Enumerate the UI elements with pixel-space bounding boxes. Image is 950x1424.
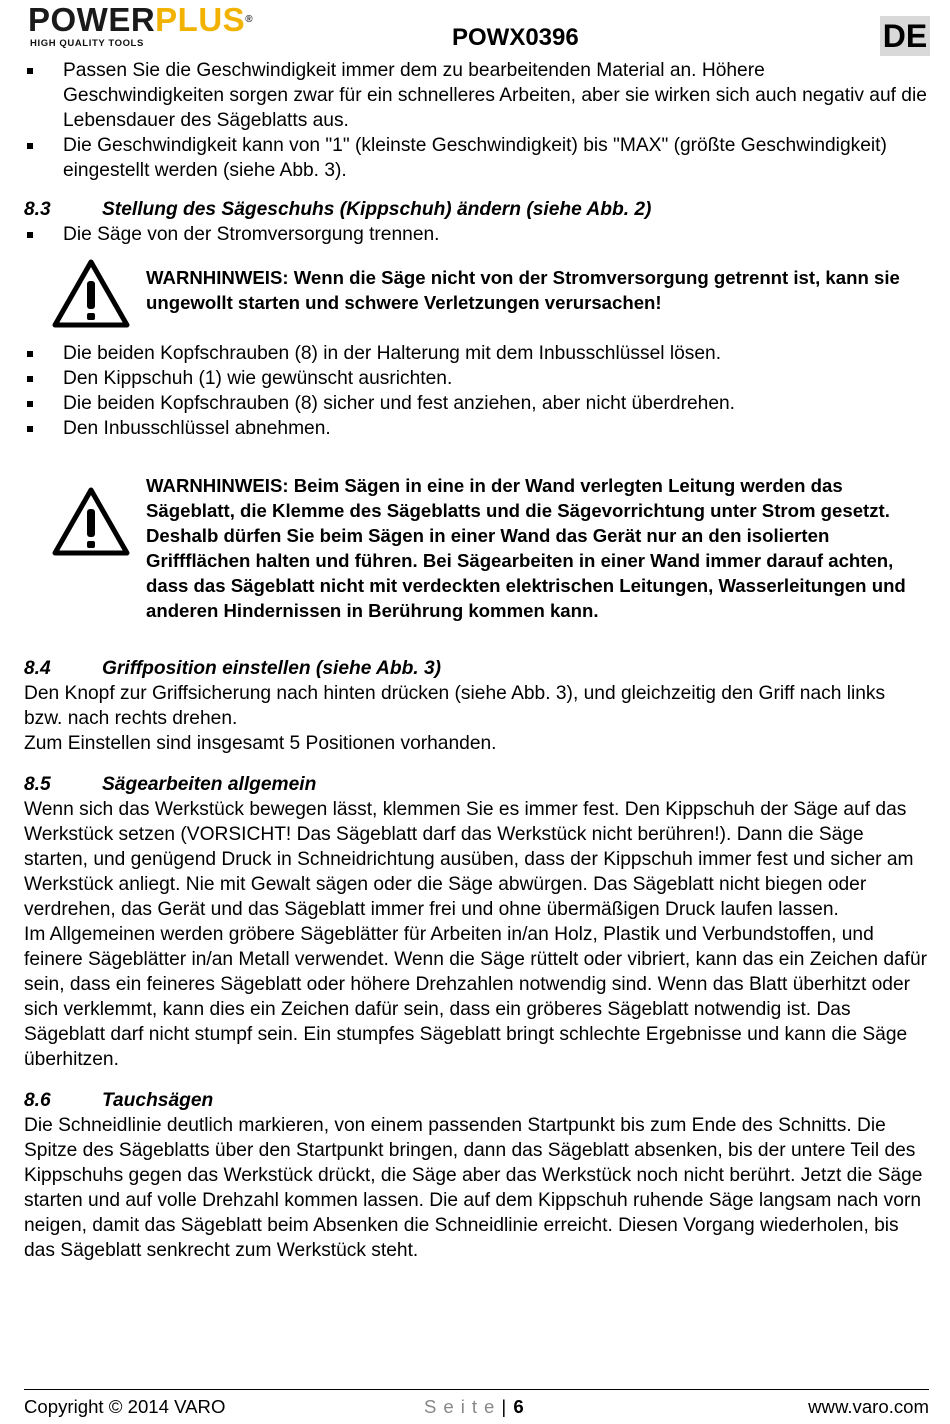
section-heading-8-6 [24,1088,928,1113]
logo-power: POWER [28,1,156,38]
section-paragraph: Die Schneidlinie deutlich markieren, von einem passenden Startpunkt bis zum Ende des Schnitts. Die Spitze des Sägeblatts über den Startpunkt bringen, dann das Sägeblatt absenken, bis der untere Teil des Kippschuhs gegen das Werkstück drückt, die Säge aber das Werkstück noch nicht berührt. Jetzt die Säge starten und auf volle Drehzahl kommen lassen. Die auf dem Kippschuh ruhende Säge langsam nach vorn neigen, damit das Sägeblatt beim Absenken die Schneidlinie erreicht. Diesen Vorgang wiederholen, bis das Sägeblatt senkrecht zum Werkstück steht. [24,1115,923,1261]
section-heading-8-4 [24,656,928,681]
section-heading-8-5 [24,772,928,797]
page-footer [24,1389,929,1424]
list-item: Die Säge von der Stromversorgung trennen. [24,222,928,247]
logo-tagline: HIGH QUALITY TOOLS [30,38,144,49]
warning-block-1 [24,265,928,340]
section-paragraph: Wenn sich das Werkstück bewegen lässt, klemmen Sie es immer fest. Den Kippschuh der Säge auf das Werkstück setzen (VORSICHT! Das Sägeblatt darf das Werkstück nicht berühren!). Dann die Säge starten, und genügend Druck in Schneidrichtung ausüben, dass der Kippschuh immer fest und sicher am Werkstück anliegt. Nie mit Gewalt sägen oder die Säge abwürgen. Das Sägeblatt nicht biegen oder verdrehen, das Gerät und das Sägeblatt immer frei und ohne übermäßigen Druck laufen lassen. [24,799,914,920]
list-item: Passen Sie die Geschwindigkeit immer dem zu bearbeitenden Material an. Höhere Geschwindigkeiten sorgen zwar für ein schnelleres Arbeiten, aber sie wirken sich auch negativ auf die Lebensdauer des Sägeblatts aus. [24,58,928,133]
section-title: Tauchsägen [102,1090,214,1111]
logo-plus: PLUS [155,1,246,38]
page-header [0,0,950,60]
screw-bullet-list [24,341,928,441]
section-title: Griffposition einstellen (siehe Abb. 3) [102,658,442,679]
logo-registered-mark: ® [245,14,254,25]
website-url: www.varo.com [808,1396,929,1417]
section-number: 8.4 [24,658,51,679]
section-title: Stellung des Sägeschuhs (Kippschuh) ändern (siehe Abb. 2) [102,199,652,220]
powerplus-logo [28,1,288,49]
page-separator: | [501,1396,507,1417]
section-paragraph: Zum Einstellen sind insgesamt 5 Positionen vorhanden. [24,733,497,754]
section-heading-8-3 [24,197,928,222]
disconnect-bullet-list [24,222,928,247]
model-number: POWX0396 [452,24,579,51]
speed-bullet-list [24,58,928,183]
page-label: Seite [424,1396,502,1417]
section-number: 8.6 [24,1090,51,1111]
language-badge: DE [880,16,930,56]
section-paragraph: Den Knopf zur Griffsicherung nach hinten drücken (siehe Abb. 3), und gleichzeitig den Griff nach links bzw. nach rechts drehen. [24,683,886,729]
logo-wordmark [28,0,253,40]
list-item: Den Inbusschlüssel abnehmen. [24,416,928,441]
list-item: Den Kippschuh (1) wie gewünscht ausrichten. [24,366,928,391]
warning-text: WARNHINWEIS: Wenn die Säge nicht von der Stromversorgung getrennt ist, kann sie ungewollt starten und schwere Verletzungen verursachen! [146,267,900,313]
warning-triangle-icon [52,487,130,557]
page-indicator [424,1396,524,1418]
list-item: Die Geschwindigkeit kann von "1" (kleinste Geschwindigkeit) bis "MAX" (größte Geschwindigkeit) eingestellt werden (siehe Abb. 3). [24,133,928,183]
list-item: Die beiden Kopfschrauben (8) in der Halterung mit dem Inbusschlüssel lösen. [24,341,928,366]
page-number: 6 [513,1396,524,1417]
section-number: 8.3 [24,199,51,220]
page-content [24,58,928,1263]
section-title: Sägearbeiten allgemein [102,774,317,795]
warning-text: WARNHINWEIS: Beim Sägen in eine in der Wand verlegten Leitung werden das Sägeblatt, die Klemme des Sägeblatts und die Sägevorrichtung unter Strom gesetzt. Deshalb dürfen Sie beim Sägen in einer Wand das Gerät nur an den isolierten Griffflächen halten und führen. Bei Sägearbeiten in einer Wand immer darauf achten, dass das Sägeblatt nicht mit verdeckten elektrischen Leitungen, Wasserleitungen und anderen Hindernissen in Berührung kommen kann. [146,475,906,621]
section-paragraph: Im Allgemeinen werden gröbere Sägeblätter für Arbeiten in/an Holz, Plastik und Verbundstoffen, und feinere Sägeblätter in/an Metall verwendet. Wenn die Säge rüttelt oder vibriert, kann das ein Zeichen dafür sein, dass ein feineres Sägeblatt oder höhere Drehzahlen notwendig sind. Wenn das Blatt überhitzt oder sich verklemmt, kann dies ein Zeichen dafür sein, dass ein gröberes Sägeblatt notwendig ist. Das Sägeblatt darf nicht stumpf sein. Ein stumpfes Sägeblatt bringt schlechte Ergebnisse und kann die Säge überhitzen. [24,924,928,1070]
warning-triangle-icon [52,259,130,329]
section-number: 8.5 [24,774,51,795]
warning-block-2 [24,473,928,623]
list-item: Die beiden Kopfschrauben (8) sicher und fest anziehen, aber nicht überdrehen. [24,391,928,416]
copyright-text: Copyright © 2014 VARO [24,1396,226,1417]
